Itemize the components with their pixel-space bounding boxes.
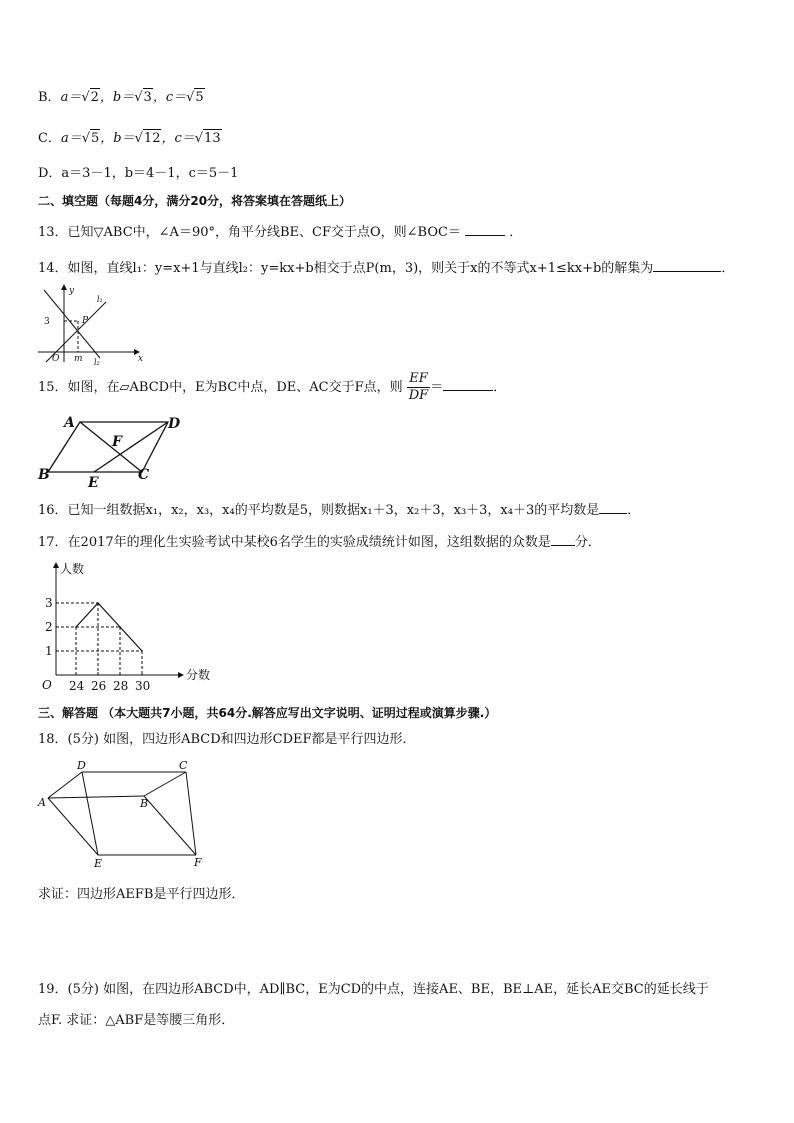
vertex-a: A <box>38 796 46 809</box>
vertex-b: B <box>38 467 50 483</box>
x-axis-arrow <box>178 672 184 678</box>
option-b-label: B． <box>38 90 61 105</box>
y-axis-arrow <box>53 562 59 568</box>
question-15-text: 15．如图，在▱ABCD中，E为BC中点，DE、AC交于F点，则 <box>38 380 403 395</box>
answer-blank-17[interactable] <box>551 533 575 546</box>
question-14: 14．如图，直线l₁：y=x+1与直线l₂：y=kx+b相交于点P(m，3)，则关于x的不等式x+1≤kx+b的解集为 ． <box>38 261 735 276</box>
vertex-b: B <box>140 797 149 810</box>
y-tick-label: 2 <box>45 620 53 634</box>
question-14-text: 14．如图，直线l₁：y=x+1与直线l₂：y=kx+b相交于点P(m，3)，则关于x的不等式x+1≤kx+b的解集为 <box>38 261 654 276</box>
x-axis-label: 分数 <box>186 668 211 682</box>
question-13-text: 13．已知▽ABC中，∠A＝90°，角平分线BE、CF交于点O，则∠BOC＝ <box>38 225 461 240</box>
q14-figure <box>34 282 144 367</box>
q18-figure <box>36 758 216 873</box>
y-axis-label: y <box>69 286 75 296</box>
section-2-title: 二、填空题（每题4分，满分20分，将答案填在答题纸上） <box>38 194 352 208</box>
data-point <box>119 626 121 628</box>
q15-figure <box>36 412 186 490</box>
point-e: E <box>88 475 99 491</box>
point-f: F <box>112 434 122 450</box>
line-l2-label: l₂ <box>94 358 100 367</box>
option-d: D．a＝3－1，b＝4－1，c＝5－1 <box>38 166 239 181</box>
vertex-a: A <box>64 415 75 431</box>
q17-chart <box>30 558 220 693</box>
origin-label: O <box>42 678 52 692</box>
question-16: 16．已知一组数据x₁，x₂，x₃，x₄的平均数是5，则数据x₁＋3，x₂＋3，x₃＋3，x₄＋3的平均数是 ． <box>38 503 641 518</box>
y-axis-label: 人数 <box>60 562 85 576</box>
x-axis-label: x <box>138 354 144 364</box>
vertex-f: F <box>194 856 202 869</box>
answer-blank-16[interactable] <box>599 501 627 514</box>
vertex-d: D <box>168 416 181 432</box>
point-p-label: P <box>82 316 89 326</box>
x-tick-label: 28 <box>113 679 129 693</box>
answer-blank-15[interactable] <box>443 378 493 391</box>
vertex-c: C <box>179 759 188 772</box>
option-b: B．a＝√2，b＝√3，c＝√5 <box>38 90 204 105</box>
vertex-c: C <box>138 467 150 483</box>
tick-3: 3 <box>44 317 50 327</box>
vertex-e: E <box>94 857 103 870</box>
answer-blank-14[interactable] <box>653 259 721 272</box>
y-tick-label: 3 <box>45 596 53 610</box>
question-18-prove: 求证：四边形AEFB是平行四边形． <box>38 887 245 902</box>
question-15: 15．如图，在▱ABCD中，E为BC中点，DE、AC交于F点，则 $\frac{EF}{DF}$ ＝ ． <box>38 371 507 403</box>
line-l1-label: l₁ <box>97 295 103 304</box>
data-point <box>75 626 77 628</box>
answer-blank-13[interactable] <box>465 223 505 236</box>
x-tick-label: 26 <box>91 679 107 693</box>
question-16-text: 16．已知一组数据x₁，x₂，x₃，x₄的平均数是5，则数据x₁＋3，x₂＋3，x₃＋3，x₄＋3的平均数是 <box>38 503 600 518</box>
fraction-ef-df: $\frac{EF}{DF}$ <box>408 371 429 403</box>
option-c-label: C． <box>38 131 61 146</box>
x-tick-label: 24 <box>69 679 85 693</box>
question-13: 13．已知▽ABC中，∠A＝90°，角平分线BE、CF交于点O，则∠BOC＝ ． <box>38 225 523 240</box>
question-18: 18．(5分) 如图，四边形ABCD和四边形CDEF都是平行四边形． <box>38 732 416 747</box>
origin-label: O <box>52 354 60 364</box>
vertex-d: D <box>77 759 86 772</box>
question-19-line-2: 点F. 求证：△ABF是等腰三角形． <box>38 1013 235 1028</box>
data-point <box>97 602 99 604</box>
data-point <box>141 650 143 652</box>
m-label: m <box>74 354 83 364</box>
question-19-line-1: 19．(5分) 如图，在四边形ABCD中，AD∥BC，E为CD的中点，连接AE、BE，BE⊥AE，延长AE交BC的延长线于 <box>38 982 709 997</box>
option-c: C．a＝√5，b＝√12，c＝√13 <box>38 131 221 146</box>
x-tick-label: 30 <box>135 679 151 693</box>
section-3-title: 三、解答题 （本大题共7小题，共64分.解答应写出文字说明、证明过程或演算步骤.） <box>38 706 497 720</box>
question-17-text: 17．在2017年的理化生实验考试中某校6名学生的实验成绩统计如图，这组数据的众数是 <box>38 535 551 550</box>
y-tick-label: 1 <box>45 644 53 658</box>
question-17: 17．在2017年的理化生实验考试中某校6名学生的实验成绩统计如图，这组数据的众数是 分． <box>38 535 601 550</box>
